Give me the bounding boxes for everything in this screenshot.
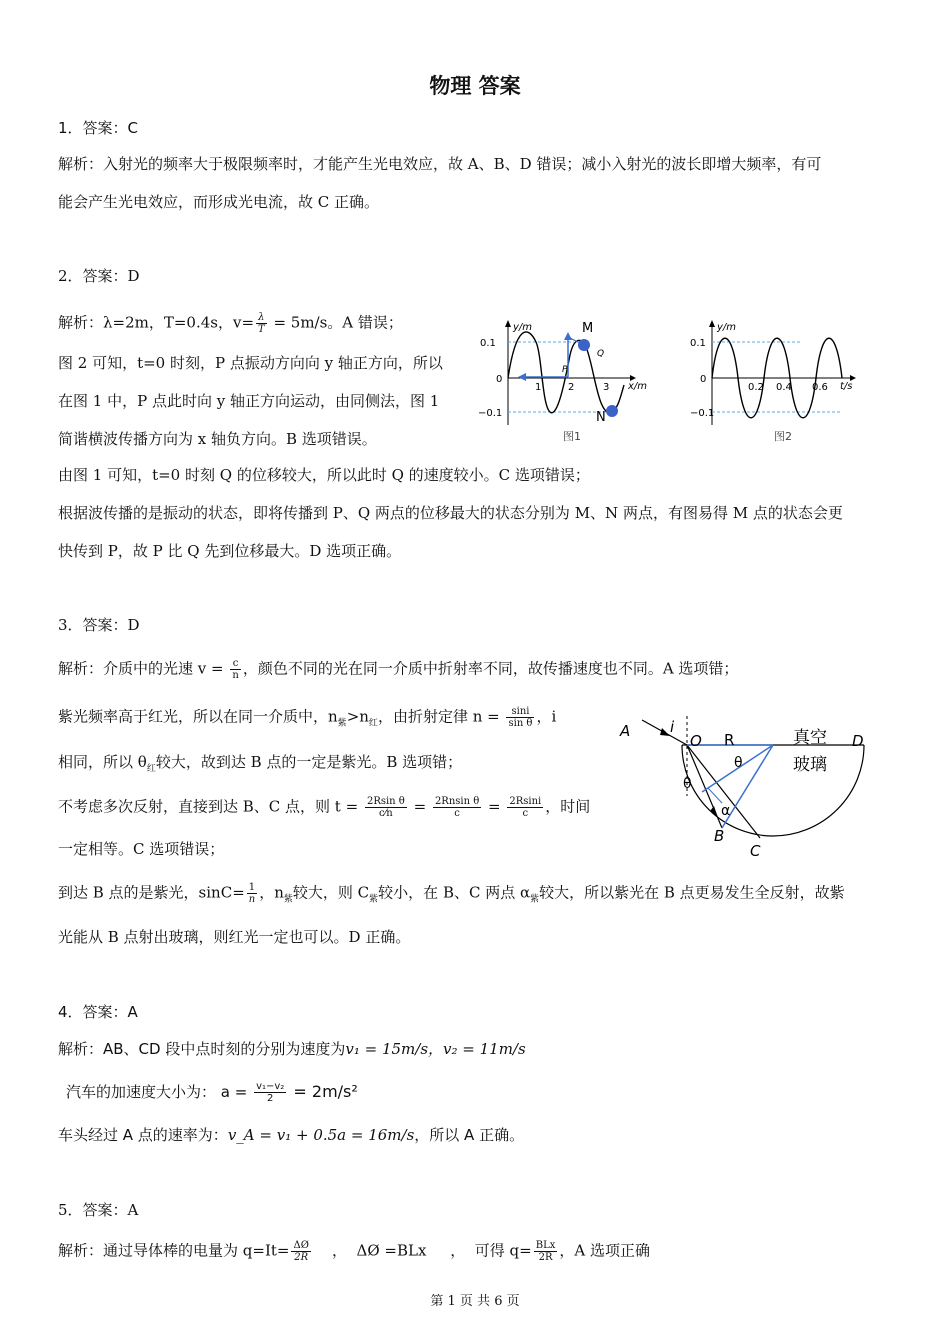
q3-l4a: 不考虑多次反射，直接到达 B、C 点，则 t =: [58, 797, 363, 816]
fig3-incident-arrow: [660, 728, 670, 736]
fig1-ytick-bottom: −0.1: [478, 408, 503, 419]
q5-frac2-den: 2R: [538, 1252, 553, 1263]
fig3-label-o: O: [690, 732, 702, 750]
fig1-xlabel: x/m: [628, 381, 648, 392]
q3-l6c: 较大，则 C: [292, 883, 370, 902]
fig1-xtick-1: 1: [535, 382, 542, 393]
q3-l6-sub1: 紫: [283, 894, 293, 905]
q5-frac2-num: BLx: [535, 1240, 556, 1251]
q5-frac1: [291, 1240, 310, 1263]
q3-answer: 3．答案：D: [58, 616, 140, 634]
q2-frac-num: λ: [256, 312, 267, 324]
q2-frac: [256, 312, 267, 335]
q4-frac-den: 2: [267, 1093, 274, 1104]
q3-l3b: 较大，故到达 B 点的一定是紫光。B 选项错；: [155, 753, 463, 771]
q4-analysis-line2: [66, 1081, 358, 1104]
q2-l1a: 解析：λ=2m，T=0.4s，v=: [58, 313, 255, 332]
fig3-ray-b-arrow: [710, 806, 718, 818]
q3-frac-t2-den: c: [454, 808, 460, 819]
q3-l2b: >n: [346, 707, 369, 726]
q5-l1a: 解析：通过导体棒的电量为 q=It=: [58, 1241, 290, 1260]
fig3-label-b: B: [714, 827, 725, 845]
fig2-xtick-2: 0.4: [776, 382, 792, 393]
q4-frac-num: v₁−v₂: [256, 1081, 285, 1092]
q3-l6e: 较大，所以紫光在 B 点更易发生全反射，故紫: [539, 883, 845, 902]
q3-analysis-line7: 光能从 B 点射出玻璃，则红光一定也可以。D 正确。: [58, 928, 411, 946]
q4-answer: 4．答案：A: [58, 1003, 138, 1021]
q3-frac-snell-den: sin θ: [508, 718, 533, 729]
q3-frac-t3-num: 2Rsini: [509, 796, 542, 807]
q3-l3a: 相同，所以 θ: [58, 753, 147, 771]
q4-l1a: 解析：AB、CD 段中点时刻的分别为速度为: [58, 1040, 346, 1058]
q1-answer: 1．答案：C: [58, 119, 139, 137]
fig1-point-n: [606, 405, 618, 417]
fig3-label-c: C: [750, 842, 761, 860]
q3-l2-sub2: 红: [368, 718, 378, 729]
q2-analysis-line7: 快传到 P，故 P 比 Q 先到位移最大。D 选项正确。: [58, 542, 402, 560]
q4-frac: [254, 1081, 286, 1104]
q3-frac-t3-den: c: [522, 808, 529, 819]
q3-frac-t3: [507, 796, 543, 819]
fig3-label-glass: 玻璃: [793, 755, 827, 775]
q5-l1c: ，A 选项正确: [559, 1241, 650, 1260]
fig1-ytick-top: 0.1: [480, 338, 496, 349]
fig2-xlabel: t/s: [840, 381, 853, 392]
q1-analysis-line2: 能会产生光电效应，而形成光电流，故 C 正确。: [58, 193, 380, 211]
fig3-label-i: i: [670, 718, 675, 736]
q3-l6-sub3: 紫: [530, 894, 540, 905]
fig1-y-arrow: [505, 320, 511, 327]
wave-figure-1: [478, 315, 658, 447]
page-footer: 第 1 页 共 6 页: [430, 1294, 520, 1309]
fig2-ytick-bottom: −0.1: [690, 408, 715, 419]
q4-l2b: = 2m/s²: [288, 1082, 358, 1101]
q3-l1b: ，颜色不同的光在同一介质中折射率不同，故传播速度也不同。A 选项错；: [242, 659, 739, 678]
q4-analysis-line3: [58, 1125, 524, 1145]
q2-analysis-line1: [58, 312, 403, 335]
q4-l2a: 汽车的加速度大小为： a =: [66, 1083, 253, 1101]
q4-l3-math: v_A = v₁ + 0.5a = 16m/s: [227, 1126, 415, 1144]
fig1-label-m: M: [582, 321, 594, 336]
fig3-label-d: D: [852, 732, 864, 750]
fig2-ylabel: y/m: [717, 322, 737, 333]
fig1-xtick-3: 3: [603, 382, 610, 393]
q5-l1b: ， ΔØ =BLx ， 可得 q=: [312, 1241, 532, 1260]
q5-frac2: [534, 1240, 558, 1263]
fig2-xtick-1: 0.2: [748, 382, 764, 393]
q2-l1b: = 5m/s。A 错误；: [268, 313, 403, 332]
q3-l4b: ，时间: [545, 797, 591, 816]
q2-analysis-line2: 图 2 可知，t=0 时刻，P 点振动方向向 y 轴正方向，所以: [58, 354, 443, 372]
q3-l1a: 解析：介质中的光速 v =: [58, 659, 229, 678]
fig1-point-m: [578, 339, 590, 351]
q3-frac-cn-den: n: [232, 670, 239, 681]
q3-frac-sinc: [247, 882, 257, 905]
q3-analysis-line5: 一定相等。C 选项错误；: [58, 840, 225, 858]
q2-analysis-line3: 在图 1 中，P 点此时向 y 轴正方向运动，由同侧法，图 1: [58, 392, 440, 410]
q3-l6b: ，n: [259, 883, 284, 902]
q3-frac-cn-num: c: [230, 658, 240, 670]
q3-frac-t1-den: c⁄n: [379, 808, 393, 819]
fig3-label-theta2: θ: [683, 776, 692, 792]
q3-l2-sub1: 紫: [337, 718, 347, 729]
vibration-figure-2: [690, 315, 870, 447]
fig1-label-n: N: [596, 410, 606, 425]
q3-analysis-line1: [58, 658, 738, 681]
fig1-caption: 图1: [563, 430, 581, 443]
fig1-label-q: Q: [597, 349, 605, 359]
refraction-figure: [612, 708, 882, 863]
q3-analysis-line6: [58, 882, 845, 910]
fig3-label-a: A: [620, 722, 631, 740]
q3-analysis-line4: 不考虑多次反射，直接到达 B、C 点，则 t = $\frac{\text{2Rsin θ}}{c⁄n}$ = $\frac{\text{2Rnsin θ}}{c}$ = $\frac{2Rsini}{c}$ ，时间: [58, 796, 591, 819]
q3-l2c: ，由折射定律 n =: [377, 707, 505, 726]
q3-l6a: 到达 B 点的是紫光，sinC=: [58, 883, 245, 902]
fig1-ylabel: y/m: [513, 322, 533, 333]
q1-analysis-line1: 解析：入射光的频率大于极限频率时，才能产生光电效应，故 A、B、D 错误；减小入射光的波长即增大频率，有可: [58, 155, 822, 173]
q3-l3-sub: 红: [146, 764, 156, 774]
q2-answer: 2．答案：D: [58, 267, 140, 285]
fig1-xtick-2: 2: [568, 382, 575, 393]
fig1-ytick-zero: 0: [496, 374, 503, 385]
fig3-label-r: R: [724, 731, 735, 749]
q3-l6-sub2: 紫: [369, 894, 379, 905]
fig2-y-arrow: [709, 320, 715, 327]
q4-l3b: ，所以 A 正确。: [414, 1126, 525, 1144]
q2-analysis-line5: 由图 1 可知，t=0 时刻 Q 的位移较大，所以此时 Q 的速度较小。C 选项错误；: [58, 466, 590, 484]
fig2-ytick-top: 0.1: [690, 338, 706, 349]
q3-frac-sinc-num: 1: [247, 882, 257, 894]
fig2-caption: 图2: [774, 430, 792, 443]
fig3-ray-c: [687, 745, 760, 838]
fig3-label-theta1: θ: [734, 755, 743, 771]
page-title: 物理 答案: [429, 74, 521, 98]
q3-analysis-line3: [58, 752, 462, 779]
fig1-label-p: P: [562, 365, 568, 375]
q3-frac-t2: [433, 796, 481, 819]
q3-analysis-line2: [58, 706, 556, 734]
q3-l2d: ，i: [536, 707, 557, 726]
q2-analysis-line4: 简谐横波传播方向为 x 轴负方向。B 选项错误。: [58, 430, 377, 448]
q5-analysis-line1: [58, 1240, 650, 1263]
q2-frac-den: T: [258, 324, 265, 335]
fig3-label-alpha: α: [721, 803, 731, 819]
fig2-xtick-3: 0.6: [812, 382, 828, 393]
q3-frac-snell-num: sini: [506, 706, 534, 718]
q5-frac1-num: ΔØ: [293, 1240, 309, 1251]
q3-frac-t2-num: 2Rnsin θ: [434, 796, 480, 807]
q3-frac-cn: [230, 658, 240, 681]
fig3-semicircle: [682, 745, 864, 836]
q3-frac-snell: [506, 706, 534, 729]
q3-frac-t1: [365, 796, 407, 819]
fig1-left-arrowhead: [518, 373, 526, 381]
q4-l1-math: v₁ = 15m/s，v₂ = 11m/s: [345, 1040, 526, 1058]
q3-l2a: 紫光频率高于红光，所以在同一介质中，n: [58, 707, 338, 726]
q3-frac-sinc-den: n: [248, 894, 256, 905]
q3-l6d: 较小，在 B、C 两点 α: [378, 883, 531, 902]
q4-analysis-line1: [58, 1039, 526, 1059]
fig2-ytick-zero: 0: [700, 374, 707, 385]
q5-answer: 5．答案：A: [58, 1201, 139, 1219]
q3-frac-t1-num: 2Rsin θ: [366, 796, 405, 807]
q4-l3a: 车头经过 A 点的速率为：: [58, 1126, 228, 1144]
q5-frac1-den: 2R: [294, 1252, 309, 1263]
fig3-label-vacuum: 真空: [793, 728, 827, 748]
q2-analysis-line6: 根据波传播的是振动的状态，即将传播到 P、Q 两点的位移最大的状态分别为 M、N 两点，有图易得 M 点的状态会更: [58, 504, 843, 522]
